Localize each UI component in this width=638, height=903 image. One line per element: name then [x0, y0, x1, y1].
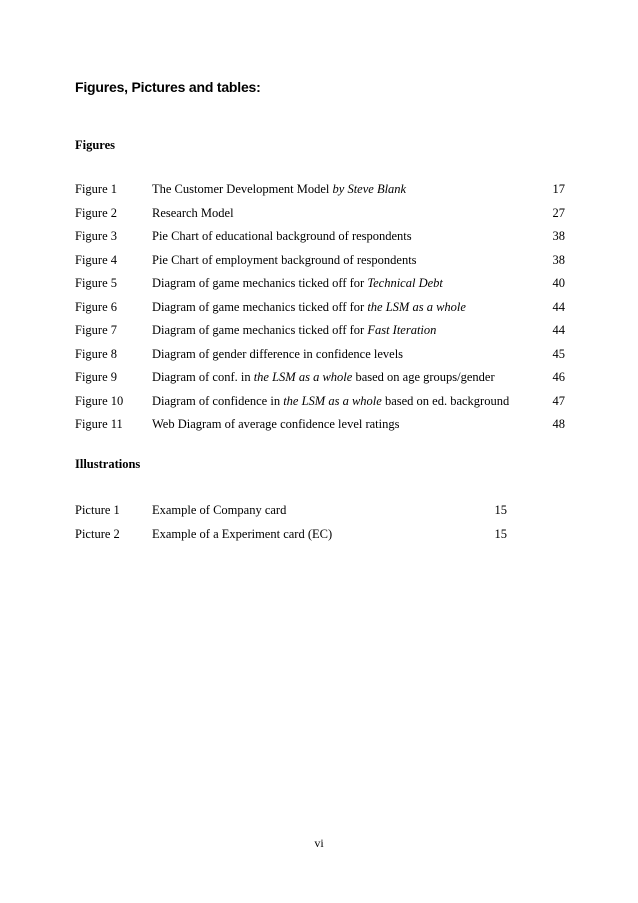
page-ref: 46 [552, 370, 565, 384]
page-ref: 15 [494, 526, 507, 541]
figures-heading: Figures [75, 138, 116, 152]
page-ref: 40 [552, 276, 565, 290]
figure-number: Figure 10 [75, 393, 124, 408]
figure-number: Figure 1 [75, 182, 118, 196]
illustrations-heading: Illustrations [75, 457, 141, 471]
page-ref: 44 [552, 299, 565, 314]
figure-number: Figure 7 [75, 323, 118, 337]
page-ref: 38 [552, 252, 565, 267]
figure-number: Figure 2 [75, 205, 118, 220]
figure-title: Diagram of game mechanics ticked off for the LSM as a whole [152, 299, 466, 314]
figure-title: Diagram of confidence in the LSM as a whole based on ed. background [152, 393, 510, 408]
figure-number: Figure 3 [75, 229, 118, 243]
page-ref: 47 [552, 393, 565, 408]
figure-title: Diagram of gender difference in confidence levels [152, 346, 404, 361]
picture-title: Example of Company card [152, 503, 287, 517]
picture-title: Example of a Experiment card (EC) [152, 526, 333, 541]
page-ref: 45 [552, 346, 565, 361]
figure-title: Web Diagram of average confidence level ratings [152, 417, 400, 431]
figure-number: Figure 8 [75, 346, 118, 361]
figure-title: Diagram of game mechanics ticked off for Fast Iteration [152, 323, 437, 337]
figure-title: Diagram of conf. in the LSM as a whole based on age groups/gender [152, 370, 495, 384]
page-ref: 48 [552, 417, 565, 431]
page-ref: 44 [552, 323, 565, 337]
figure-title: Pie Chart of educational background of respondents [152, 229, 412, 243]
picture-number: Picture 1 [75, 503, 120, 517]
figure-title: Pie Chart of employment background of respondents [152, 252, 417, 267]
figure-title: Research Model [152, 205, 234, 220]
figure-number: Figure 4 [75, 252, 118, 267]
figure-title: Diagram of game mechanics ticked off for Technical Debt [152, 276, 443, 290]
figure-number: Figure 11 [75, 417, 123, 431]
page-title: Figures, Pictures and tables: [75, 79, 261, 95]
page-ref: 38 [552, 229, 565, 243]
figure-number: Figure 5 [75, 276, 118, 290]
figure-title: The Customer Development Model by Steve Blank [152, 182, 407, 196]
picture-number: Picture 2 [75, 526, 120, 541]
page-ref: 27 [552, 205, 565, 220]
page-ref: 15 [494, 503, 507, 517]
figure-number: Figure 9 [75, 370, 118, 384]
page-ref: 17 [552, 182, 565, 196]
figure-number: Figure 6 [75, 299, 118, 314]
page-number: vi [314, 836, 324, 850]
